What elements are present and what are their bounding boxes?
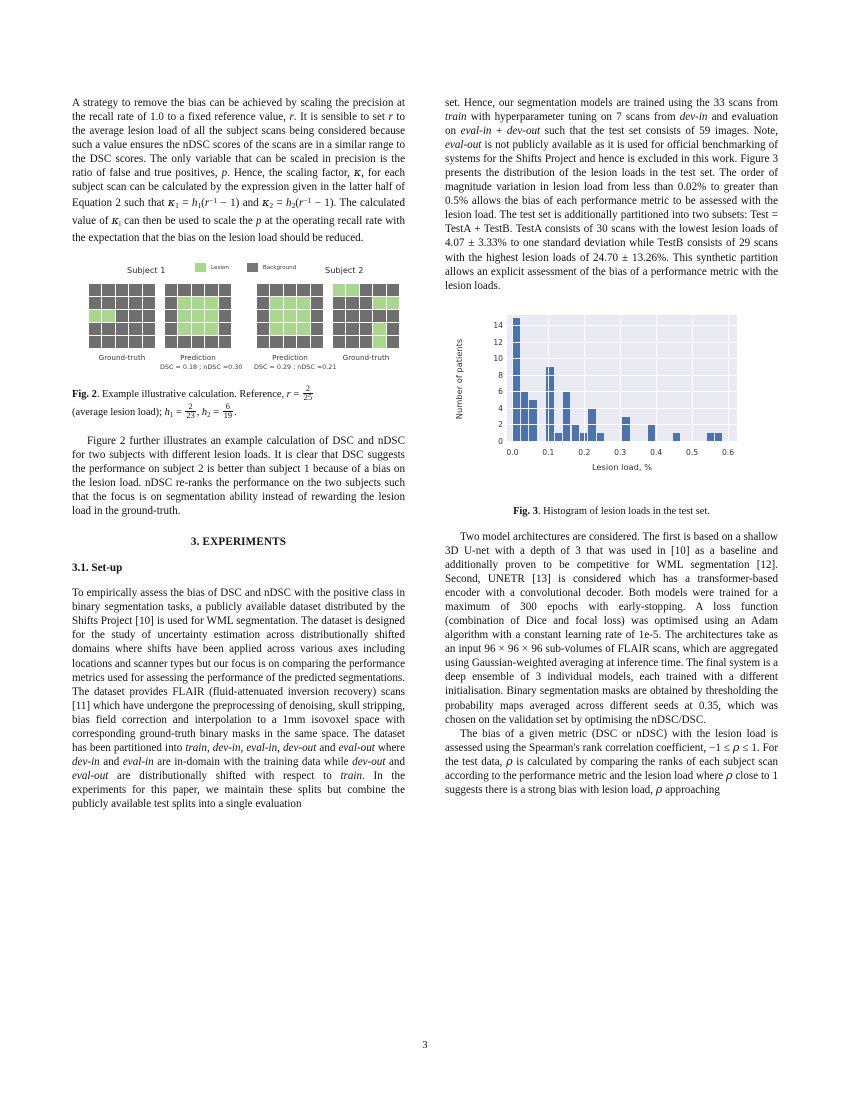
grid-cell-background (346, 310, 359, 322)
grid-cell-background (89, 297, 102, 309)
grid-cell-background (387, 284, 400, 296)
grid-cell-lesion (89, 310, 102, 322)
subject-2-ground-truth-grid (332, 283, 400, 349)
grid-cell-background (116, 310, 129, 322)
chart-gridline-horizontal (507, 441, 737, 442)
legend-label-lesion: Lesion (211, 264, 229, 271)
background-swatch-icon (246, 262, 259, 273)
grid-cell-background (102, 284, 115, 296)
subsection-heading-setup: 3.1. Set-up (72, 562, 123, 575)
chart-gridline-horizontal (507, 358, 737, 359)
grid-cell-background (219, 310, 232, 322)
grid-cell-lesion (346, 284, 359, 296)
grid-cell-background (143, 284, 156, 296)
grid-cell-background (102, 323, 115, 335)
panel-caption-3: Prediction (272, 352, 308, 362)
histogram-bar (622, 417, 629, 442)
grid-cell-lesion (373, 297, 386, 309)
grid-cell-background (311, 310, 324, 322)
grid-cell-background (165, 297, 178, 309)
chart-x-tick-label: 0.4 (650, 447, 663, 457)
chart-gridline-vertical (548, 315, 549, 442)
grid-cell-background (102, 297, 115, 309)
grid-cell-background (387, 323, 400, 335)
grid-cell-background (311, 323, 324, 335)
chart-y-tick-label: 6 (498, 387, 503, 397)
subject-1-ground-truth-grid (88, 283, 156, 349)
grid-cell-background (297, 336, 310, 348)
grid-cell-lesion (205, 310, 218, 322)
grid-cell-background (129, 297, 142, 309)
histogram-bar (648, 425, 655, 441)
left-paragraph-1: A strategy to remove the bias can be achieved by scaling the precision at the recall rate of 1.0 to a fixed reference value, r. It is sensible to set r to the average lesion load of all the subject scans being considered because such a value ensures the nDSC scores of the scans are in a similar range to the DSC scores. The only variable that can be scaled in precision is the ratio of false and true positives, p. Hence, the scaling factor, κ, for each subject scan can be calculated by the expression given in the latter half of Equation 2 such that $\kappa_1 = h_1(r^{-1} - 1)$ and $\kappa_2 = h_2(r^{-1} - 1)$. The calculated value of $\kappa_i$ can then be used to scale the p at the operating recall rate with the expectation that the bias on the lesion load should be reduced. (72, 97, 405, 244)
grid-cell-background (270, 336, 283, 348)
grid-cell-background (257, 310, 270, 322)
figure-2-fraction-r (303, 385, 313, 403)
grid-cell-background (165, 284, 178, 296)
grid-cell-background (143, 323, 156, 335)
grid-cell-background (360, 323, 373, 335)
grid-cell-background (346, 323, 359, 335)
chart-y-tick-label: 12 (493, 337, 503, 347)
grid-cell-background (178, 284, 191, 296)
chart-y-tick-label: 10 (493, 354, 503, 364)
figure-2-h2: h (201, 406, 208, 418)
chart-gridline-horizontal (507, 375, 737, 376)
grid-cell-lesion (192, 297, 205, 309)
grid-cell-background (116, 297, 129, 309)
grid-cell-lesion (270, 297, 283, 309)
grid-cell-background (360, 284, 373, 296)
grid-cell-background (102, 336, 115, 348)
grid-cell-background (143, 310, 156, 322)
histogram-bar (563, 392, 570, 441)
grid-cell-background (129, 336, 142, 348)
grid-cell-background (333, 297, 346, 309)
grid-cell-background (89, 336, 102, 348)
grid-cell-lesion (284, 323, 297, 335)
grid-cell-background (129, 310, 142, 322)
right-paragraph-2: Two model architectures are considered. The first is based on a shallow 3D U-net with a depth of 3 that was used in [10] as a baseline and additionally proven to be competitive for WML segmentation [12]. Second, UNETR [13] is considered which has a transformer-based encoder with a convolutional decoder. Both models were trained for a maximum of 300 epochs with early-stopping. A loss function (combination of Dice and focal loss) was optimised using an Adam algorithm with a constant learning rate of 1e-5. The architectures take as an input 96 × 96 × 96 sub-volumes of FLAIR scans, which are aggregated using Gaussian-weighted averaging at inference time. The final system is a deep ensemble of 3 individual models, each trained with a different initialisation. Binary segmentation masks are obtained by thresholding the probability maps averaged across different seeds at 0.35, which was chosen on the validation set by optimising the nDSC/DSC. (445, 530, 778, 726)
figure-2-caption-text-a: . Example illustrative calculation. Reference, (96, 388, 287, 400)
panel-caption-2: Prediction (180, 352, 216, 362)
fraction-denominator: 25 (303, 393, 313, 403)
grid-cell-background (257, 323, 270, 335)
grid-cell-background (116, 284, 129, 296)
subject-2-title: Subject 2 (325, 264, 364, 275)
chart-x-tick-label: 0.3 (614, 447, 627, 457)
grid-cell-background (360, 336, 373, 348)
chart-y-tick-label: 2 (498, 420, 503, 430)
grid-cell-background (178, 336, 191, 348)
grid-cell-lesion (102, 310, 115, 322)
grid-cell-lesion (270, 310, 283, 322)
panel-caption-4: Ground-truth (342, 352, 390, 362)
histogram-bar (529, 400, 536, 441)
fraction-denominator: 23 (186, 411, 195, 421)
grid-cell-background (165, 336, 178, 348)
grid-cell-lesion (178, 323, 191, 335)
figure-2-fraction-h1 (185, 403, 195, 421)
left-column (72, 96, 405, 811)
grid-cell-lesion (205, 323, 218, 335)
grid-cell-lesion (284, 310, 297, 322)
chart-y-tick-label: 8 (498, 370, 503, 380)
grid-cell-background (257, 336, 270, 348)
histogram-bar (572, 425, 579, 441)
grid-cell-background (192, 336, 205, 348)
figure-3-caption (445, 505, 778, 518)
grid-cell-lesion (192, 310, 205, 322)
grid-cell-background (219, 323, 232, 335)
grid-cell-background (129, 284, 142, 296)
chart-gridline-horizontal (507, 424, 737, 425)
legend-label-background: Background (262, 264, 297, 271)
figure-2-h1-sub: 1 (169, 410, 174, 419)
histogram-bar (512, 318, 519, 442)
chart-x-tick-label: 0.2 (578, 447, 591, 457)
figure-3 (445, 309, 778, 494)
left-paragraph-2: Figure 2 further illustrates an example calculation of DSC and nDSC for two subjects with different lesion loads. It is clear that DSC suggests the performance on subject 2 is better than subject 1 because of a bias on the lesion load. nDSC re-ranks the performance on the two subjects such that the focus is on segmentation ability instead of rewarding the lesion load in the ground-truth. (72, 434, 405, 518)
chart-y-axis-label: Number of patients (453, 338, 464, 419)
grid-cell-lesion (333, 284, 346, 296)
chart-gridline-vertical (692, 315, 693, 442)
grid-cell-background (257, 284, 270, 296)
grid-cell-lesion (192, 323, 205, 335)
chart-x-tick-label: 0.5 (686, 447, 699, 457)
chart-y-tick-label: 4 (498, 403, 503, 413)
figure-2-caption-eq: = (290, 388, 302, 400)
grid-cell-background (270, 284, 283, 296)
chart-y-tick-label: 14 (493, 321, 503, 331)
grid-cell-background (219, 284, 232, 296)
grid-cell-lesion (205, 297, 218, 309)
grid-cell-background (333, 310, 346, 322)
grid-cell-background (346, 336, 359, 348)
grid-cell-background (311, 297, 324, 309)
grid-cell-background (360, 310, 373, 322)
chart-x-tick-label: 0.6 (721, 447, 735, 457)
chart-x-axis-label: Lesion load, % (591, 461, 653, 472)
fraction-numerator: 6 (225, 401, 230, 411)
grid-cell-background (257, 297, 270, 309)
figure-2-caption-text-b: (average lesion load); (72, 406, 165, 418)
grid-cell-background (311, 284, 324, 296)
right-paragraph-3: The bias of a given metric (DSC or nDSC) with the lesion load is assessed using the Spearman's rank correlation coefficient, −1 ≤ ρ ≤ 1. For the test data, ρ is calculated by comparing the ranks of each subject scan according to the performance metric and the lesion load where ρ close to 1 suggests there is a strong bias with lesion load, ρ approaching (445, 727, 779, 796)
chart-gridline-horizontal (507, 408, 737, 409)
fraction-numerator: 2 (188, 401, 193, 411)
grid-cell-background (89, 323, 102, 335)
grid-cell-background (192, 284, 205, 296)
histogram-bars (507, 315, 737, 442)
grid-cell-background (129, 323, 142, 335)
chart-y-tick-label: 0 (498, 436, 503, 446)
histogram-bar (521, 392, 528, 441)
grid-cell-background (116, 323, 129, 335)
grid-cell-background (346, 297, 359, 309)
figure-2-h1: h (164, 406, 170, 418)
right-column (445, 96, 778, 797)
chart-gridline-horizontal (507, 342, 737, 343)
subject-2-metrics: DSC = 0.29 ; nDSC =0.21 (254, 362, 337, 371)
chart-gridline-vertical (620, 315, 621, 442)
chart-x-tick-label: 0.1 (542, 447, 555, 457)
subject-1-metrics: DSC = 0.18 ; nDSC =0.30 (160, 362, 243, 371)
grid-cell-lesion (297, 310, 310, 322)
figure-2-legend (194, 261, 296, 275)
figure-3-caption-label: Fig. 3 (513, 505, 538, 517)
histogram-plot-area (493, 315, 737, 457)
chart-x-tick-label: 0.0 (506, 447, 519, 457)
grid-cell-lesion (387, 297, 400, 309)
grid-cell-lesion (178, 297, 191, 309)
grid-cell-background (165, 310, 178, 322)
grid-cell-background (165, 323, 178, 335)
grid-cell-lesion (373, 323, 386, 335)
grid-cell-lesion (297, 323, 310, 335)
grid-cell-lesion (270, 323, 283, 335)
fraction-numerator: 2 (305, 383, 311, 393)
histogram-bar (546, 367, 553, 441)
grid-cell-background (143, 297, 156, 309)
page-number: 3 (422, 1040, 428, 1051)
figure-2-fraction-h2 (223, 403, 233, 421)
grid-cell-background (284, 284, 297, 296)
panel-caption-1: Ground-truth (98, 352, 146, 362)
grid-cell-background (333, 323, 346, 335)
figure-2-caption-label: Fig. 2 (72, 388, 97, 400)
lesion-swatch-icon (194, 262, 207, 273)
chart-gridline-vertical (584, 315, 585, 442)
grid-cell-background (373, 310, 386, 322)
section-heading-experiments: 3. EXPERIMENTS (190, 536, 287, 549)
chart-gridline-vertical (656, 315, 657, 442)
subject-1-prediction-grid (164, 283, 232, 349)
figure-2-h2-sub: 2 (207, 410, 211, 419)
grid-cell-lesion (297, 297, 310, 309)
grid-cell-lesion (373, 336, 386, 348)
figure-2 (72, 261, 405, 369)
grid-cell-background (373, 284, 386, 296)
grid-cell-background (311, 336, 324, 348)
grid-cell-background (205, 284, 218, 296)
grid-cell-background (143, 336, 156, 348)
figure-3-caption-text: . Histogram of lesion loads in the test set. (537, 505, 710, 517)
grid-cell-lesion (284, 297, 297, 309)
chart-gridline-vertical (512, 315, 513, 442)
chart-gridline-vertical (728, 315, 729, 442)
chart-gridline-horizontal (507, 325, 737, 326)
subject-2-prediction-grid (256, 283, 324, 349)
figure-2-caption-r: r (286, 388, 291, 400)
grid-cell-background (387, 310, 400, 322)
grid-cell-background (360, 297, 373, 309)
figure-2-caption: Fig. 2. Example illustrative calculation. Reference, r = $\frac{2}{25}$ (average lesion load); $h_1$ = $\frac{2}{23}$ , $h_2$ = $\frac{6}{19}$ . (72, 383, 313, 421)
grid-cell-background (205, 336, 218, 348)
fraction-denominator: 19 (223, 411, 233, 421)
subject-1-title: Subject 1 (127, 264, 166, 275)
grid-cell-background (89, 284, 102, 296)
right-paragraph-1: set. Hence, our segmentation models are trained using the 33 scans from train with hyperparameter tuning on 7 scans from dev-in and evaluation on eval-in + dev-out such that the test set consists of 59 images. Note, eval-out is not publicly available as it is used for official benchmarking of systems for the Shifts Project and hence is excluded in this work. Figure 3 presents the distribution of the lesion loads in the test set. The order of magnitude variation in lesion load from less than 0.02% to greater than 0.5% allows the bias of each performance metric to be assessed with the lesion load. The test set is additionally partitioned into two subsets: Test = TestA + TestB. TestA consists of 30 scans with the lowest lesion loads of 4.07 ± 3.33% to one standard deviation while TestB consists of 29 scans with the highest lesion loads of 24.70 ± 13.26%. This synthetic partition allows an explicit assessment of the bias of a performance metric with the lesion loads. (445, 97, 778, 292)
grid-cell-background (297, 284, 310, 296)
grid-cell-background (333, 336, 346, 348)
grid-cell-background (116, 336, 129, 348)
grid-cell-background (219, 336, 232, 348)
grid-cell-lesion (178, 310, 191, 322)
grid-cell-background (284, 336, 297, 348)
grid-cell-background (387, 336, 400, 348)
chart-gridline-horizontal (507, 391, 737, 392)
grid-cell-background (219, 297, 232, 309)
left-paragraph-3: To empirically assess the bias of DSC and nDSC with the positive class in binary segmentation tasks, a publicly available dataset distributed by the Shifts Project [10] is used for WML segmentation. The dataset is designed for the study of uncertainty estimation across distributionally shifted domains where shifts have been applied across various axes including locations and scanner types but our focus is on comparing the performance metrics used for assessing the performance of the predicted segmentations. The dataset provides FLAIR (fluid-attenuated inversion recovery) scans [11] which have undergone the preprocessing of denoising, skull stripping, bias field correction and interpolation to a 1mm isovoxel space with corresponding ground-truth binary masks in the same space. The dataset has been partitioned into train, dev-in, eval-in, dev-out and eval-out where dev-in and eval-in are in-domain with the training data while dev-out and eval-out are distributionally shifted with respect to train. In the experiments for this paper, we maintain these splits but combine the publicly available test splits into a single evaluation (72, 587, 406, 810)
